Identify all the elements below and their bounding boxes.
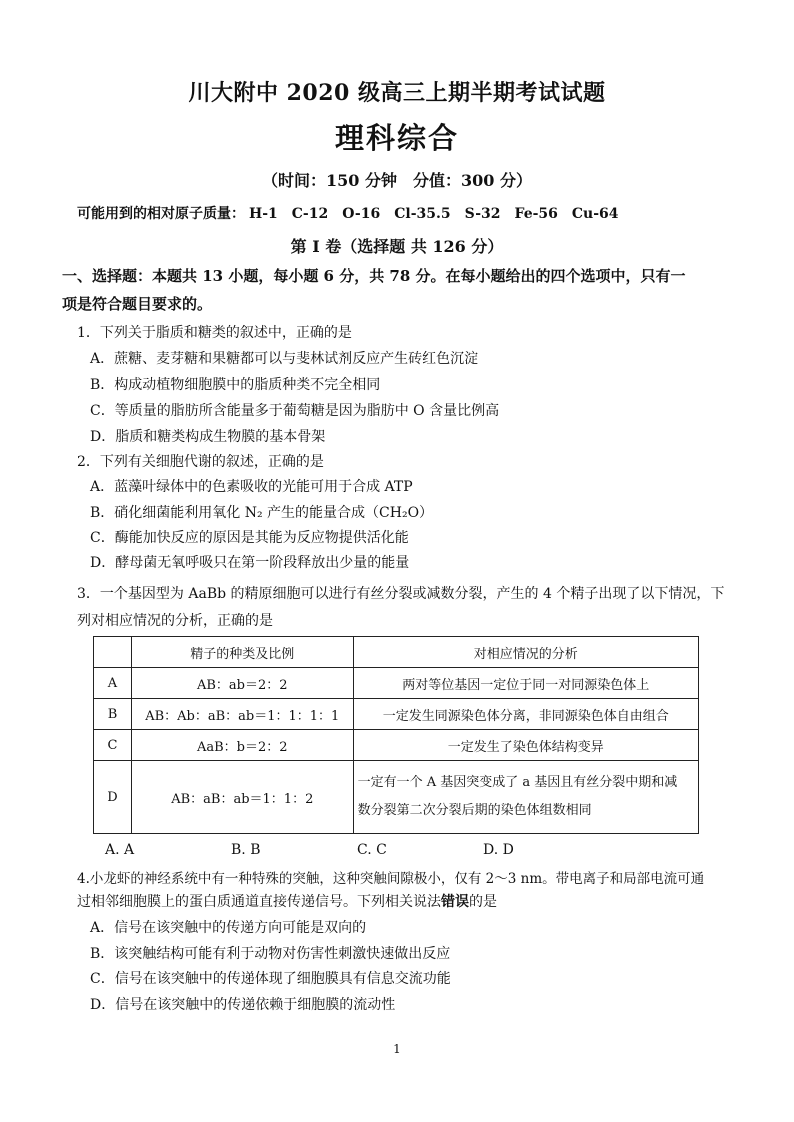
question-2-stem: 2．下列有关细胞代谢的叙述，正确的是 [77,454,324,470]
question-4-option-a: A．信号在该突触中的传递方向可能是双向的 [90,920,367,936]
answer-d: D. D [483,842,514,858]
table-header-row [94,637,699,668]
row-analysis-line1: 一定有一个 A 基因突变成了 a 基因且有丝分裂中期和减 [357,775,678,790]
section-instructions-line1: 一、选择题：本题共 13 小题，每小题 6 分，共 78 分。在每小题给出的四个选项中，只有一 [62,267,686,285]
row-ratio: AB：Ab：aB：ab＝1：1：1：1 [131,699,353,730]
row-label: A [94,668,132,699]
atomic-mass-cl: Cl-35.5 [394,206,451,222]
question-2-option-b: B．硝化细菌能利用氧化 N₂ 产生的能量合成（CH₂O） [90,505,434,521]
question-3-answers [105,842,609,858]
question-4-option-c: C．信号在该突触中的传递体现了细胞膜具有信息交流功能 [90,971,451,987]
question-3-stem-line2: 列对相应情况的分析，正确的是 [77,613,273,629]
question-2-option-a: A．蓝藻叶绿体中的色素吸收的光能可用于合成 ATP [90,479,413,495]
subject-title: 理科综合 [334,121,459,155]
question-4-stem-post: 的是 [469,894,497,910]
question-4-stem-emphasis: 错误 [441,894,469,910]
row-ratio: AB：ab＝2：2 [131,668,353,699]
section-instructions-line2: 项是符合题目要求的。 [62,295,213,313]
atomic-mass-c: C-12 [291,206,329,222]
time-score-info: （时间：150 分钟 分值：300 分） [262,171,532,190]
question-3-table [93,636,699,834]
question-1-option-b: B．构成动植物细胞膜中的脂质种类不完全相同 [90,377,381,393]
page-number: 1 [393,1042,401,1056]
question-2-option-d: D．酵母菌无氧呼吸只在第一阶段释放出少量的能量 [90,555,410,571]
atomic-mass-h: H-1 [249,206,278,222]
row-ratio: AB：aB：ab＝1：1：2 [131,761,353,834]
answer-a: A. A [105,842,135,858]
question-4-option-b: B．该突触结构可能有利于动物对伤害性刺激快速做出反应 [90,946,451,962]
question-4-stem-line2 [77,891,497,911]
question-4-stem-pre: 过相邻细胞膜上的蛋白质通道直接传递信号。下列相关说法 [77,894,441,910]
answer-c: C. C [357,842,387,858]
table-row [94,668,699,699]
row-ratio: AaB：b＝2：2 [131,730,353,761]
question-4-option-d: D．信号在该突触中的传递依赖于细胞膜的流动性 [90,997,396,1013]
table-header-ratio: 精子的种类及比例 [131,637,353,668]
volume-heading: 第 I 卷（选择题 共 126 分） [290,237,504,256]
row-label: C [94,730,132,761]
question-1-stem: 1．下列关于脂质和糖类的叙述中，正确的是 [77,325,352,341]
row-analysis: 两对等位基因一定位于同一对同源染色体上 [353,668,698,699]
exam-title: 川大附中 2020 级高三上期半期考试试题 [188,80,606,106]
question-4-stem-line1: 4.小龙虾的神经系统中有一种特殊的突触，这种突触间隙极小，仅有 2～3 nm。带电离子和局部电流可通 [77,871,705,887]
atomic-mass-o: O-16 [342,206,381,222]
row-label: D [94,761,132,834]
question-1-option-c: C．等质量的脂肪所含能量多于葡萄糖是因为脂肪中 O 含量比例高 [90,403,500,419]
row-analysis-line2: 数分裂第二次分裂后期的染色体组数相同 [357,803,592,818]
atomic-masses-line [77,203,633,223]
question-3-stem-line1: 3．一个基因型为 AaBb 的精原细胞可以进行有丝分裂或减数分裂，产生的 4 个精子出现了以下情况，下 [77,586,725,602]
table-row [94,699,699,730]
row-label: B [94,699,132,730]
atomic-mass-s: S-32 [464,206,501,222]
atomic-masses-label: 可能用到的相对原子质量： [77,206,245,222]
question-2-option-c: C．酶能加快反应的原因是其能为反应物提供活化能 [90,530,409,546]
answer-b: B. B [231,842,261,858]
row-analysis [353,761,698,834]
row-analysis: 一定发生同源染色体分离，非同源染色体自由组合 [353,699,698,730]
table-header-analysis: 对相应情况的分析 [353,637,698,668]
table-row [94,730,699,761]
row-analysis: 一定发生了染色体结构变异 [353,730,698,761]
question-1-option-d: D．脂质和糖类构成生物膜的基本骨架 [90,429,326,445]
atomic-mass-cu: Cu-64 [571,206,619,222]
question-1-option-a: A．蔗糖、麦芽糖和果糖都可以与斐林试剂反应产生砖红色沉淀 [90,351,479,367]
atomic-mass-fe: Fe-56 [514,206,558,222]
table-row [94,761,699,834]
table-header-empty [94,637,132,668]
